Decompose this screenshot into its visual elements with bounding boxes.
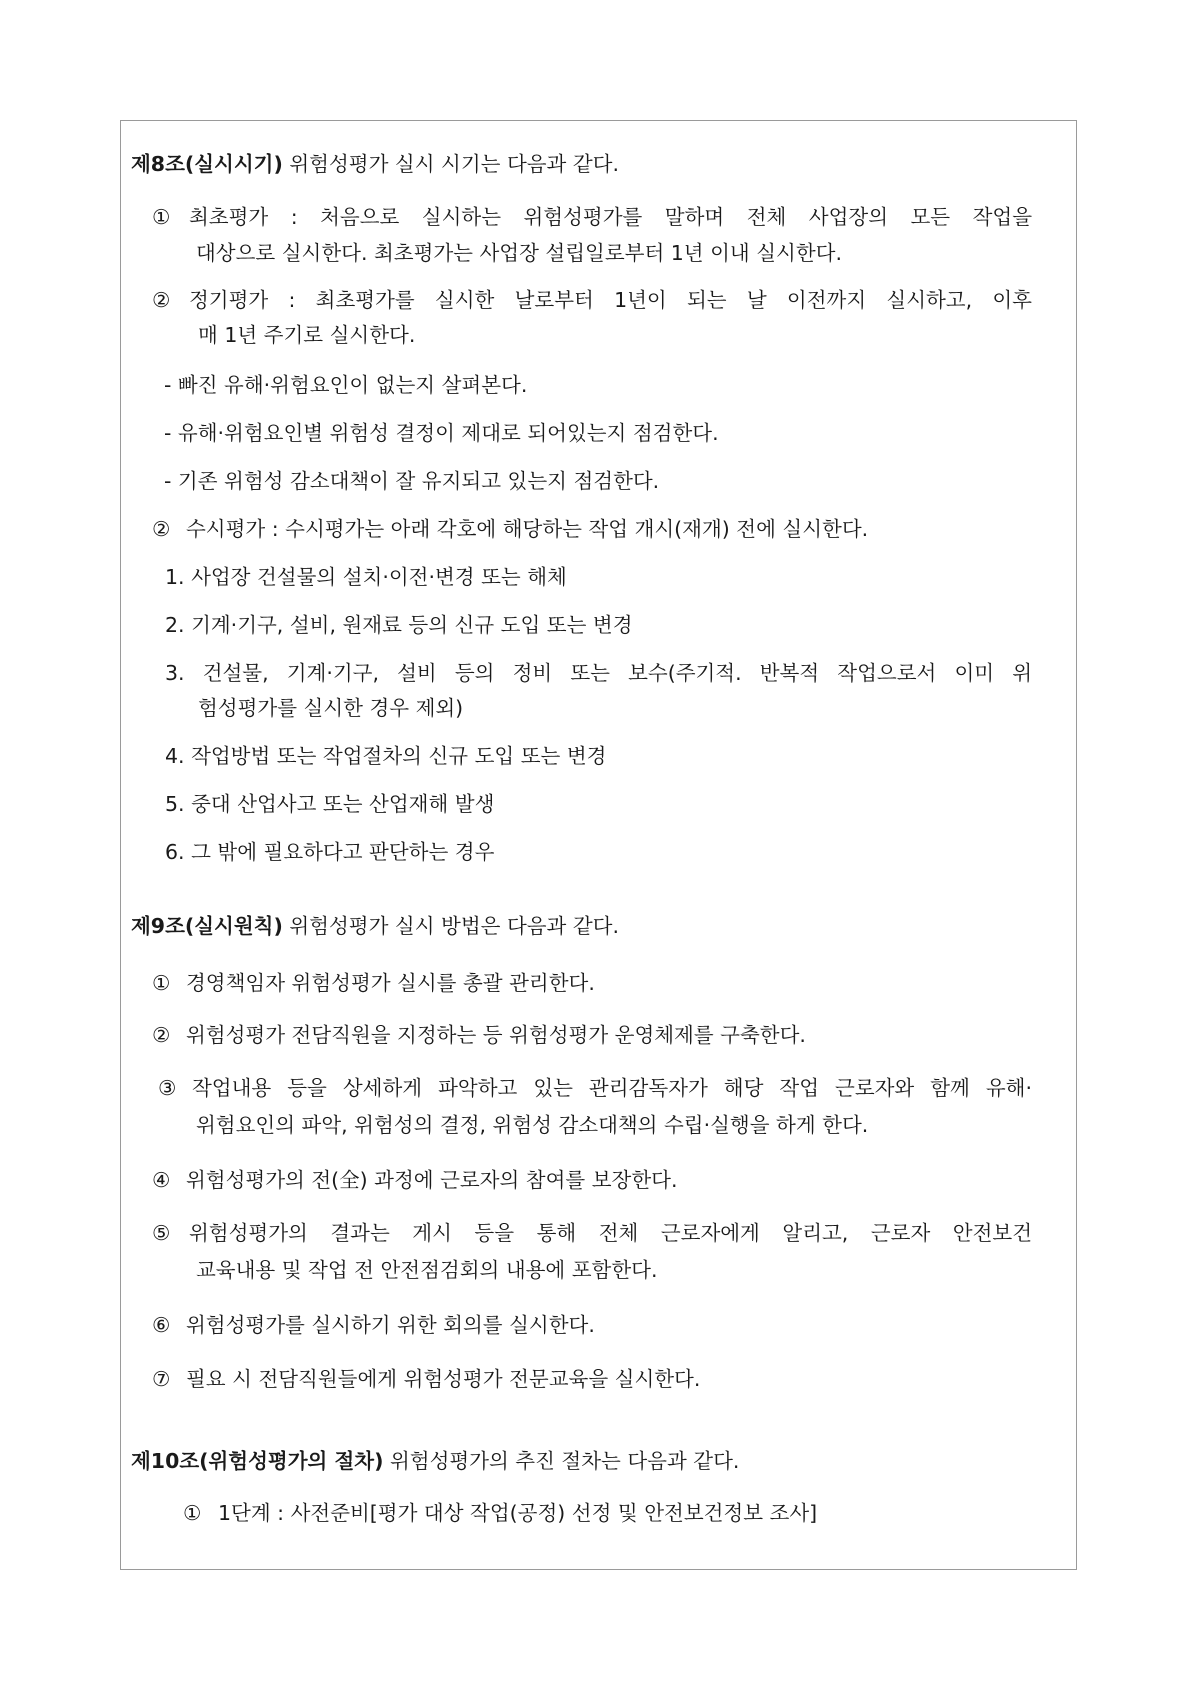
item-text-cont: 대상으로 실시한다. 최초평가는 사업장 설립일로부터 1년 이내 실시한다.	[196, 241, 842, 265]
item-mark: ④	[152, 1168, 171, 1192]
item-mark: ③	[158, 1076, 177, 1100]
item-text: 경영책임자 위험성평가 실시를 총괄 관리한다.	[186, 971, 595, 995]
item-text: 위험성평가를 실시하기 위한 회의를 실시한다.	[186, 1313, 595, 1337]
item-text: 1단계 : 사전준비[평가 대상 작업(공정) 선정 및 안전보건정보 조사]	[218, 1501, 818, 1525]
item-text: 필요 시 전담직원들에게 위험성평가 전문교육을 실시한다.	[186, 1367, 701, 1391]
sub-item: 3. 건설물, 기계·기구, 설비 등의 정비 또는 보수(주기적. 반복적 작업으로서 이미 위	[165, 661, 1032, 685]
article-8-heading	[131, 150, 619, 178]
item-text: 정기평가 : 최초평가를 실시한 날로부터 1년이 되는 날 이전까지 실시하고, 이후	[189, 288, 1032, 312]
dash-item: - 유해·위험요인별 위험성 결정이 제대로 되어있는지 점검한다.	[164, 421, 719, 445]
article-8-title: 제8조(실시시기)	[131, 152, 283, 176]
sub-item: 6. 그 밖에 필요하다고 판단하는 경우	[165, 840, 495, 864]
item-mark: ⑤	[152, 1221, 171, 1245]
article-9-heading	[131, 912, 619, 940]
sub-item: 1. 사업장 건설물의 설치·이전·변경 또는 해체	[165, 565, 567, 589]
item-text: 작업내용 등을 상세하게 파악하고 있는 관리감독자가 해당 작업 근로자와 함께 유해·	[192, 1076, 1032, 1100]
article-9-intro: 위험성평가 실시 방법은 다음과 같다.	[289, 914, 619, 938]
item-mark: ②	[152, 517, 171, 541]
sub-item: 5. 중대 산업사고 또는 산업재해 발생	[165, 792, 495, 816]
item-mark: ②	[152, 1023, 171, 1047]
sub-item: 2. 기계·기구, 설비, 원재료 등의 신규 도입 또는 변경	[165, 613, 633, 637]
item-mark: ①	[183, 1501, 202, 1525]
article-8-intro: 위험성평가 실시 시기는 다음과 같다.	[289, 152, 619, 176]
article-9-title: 제9조(실시원칙)	[131, 914, 283, 938]
item-text-cont: 매 1년 주기로 실시한다.	[198, 323, 416, 347]
sub-item: 4. 작업방법 또는 작업절차의 신규 도입 또는 변경	[165, 744, 607, 768]
article-10-title: 제10조(위험성평가의 절차)	[131, 1449, 384, 1473]
article-10-heading	[131, 1447, 739, 1475]
item-mark: ①	[152, 205, 171, 229]
item-text: 최초평가 : 처음으로 실시하는 위험성평가를 말하며 전체 사업장의 모든 작업을	[189, 205, 1032, 229]
item-text: 수시평가 : 수시평가는 아래 각호에 해당하는 작업 개시(재개) 전에 실시한다.	[186, 517, 869, 541]
item-mark: ①	[152, 971, 171, 995]
item-mark: ⑦	[152, 1367, 171, 1391]
dash-item: - 기존 위험성 감소대책이 잘 유지되고 있는지 점검한다.	[164, 469, 660, 493]
item-text: 위험성평가 전담직원을 지정하는 등 위험성평가 운영체제를 구축한다.	[186, 1023, 806, 1047]
item-mark: ⑥	[152, 1313, 171, 1337]
item-text-cont: 교육내용 및 작업 전 안전점검회의 내용에 포함한다.	[196, 1258, 658, 1282]
item-text-cont: 위험요인의 파악, 위험성의 결정, 위험성 감소대책의 수립·실행을 하게 한다.	[196, 1113, 869, 1137]
article-10-intro: 위험성평가의 추진 절차는 다음과 같다.	[389, 1449, 740, 1473]
item-text: 위험성평가의 전(全) 과정에 근로자의 참여를 보장한다.	[186, 1168, 678, 1192]
sub-item-cont: 험성평가를 실시한 경우 제외)	[198, 696, 464, 720]
item-text: 위험성평가의 결과는 게시 등을 통해 전체 근로자에게 알리고, 근로자 안전보건	[189, 1221, 1032, 1245]
dash-item: - 빠진 유해·위험요인이 없는지 살펴본다.	[164, 373, 528, 397]
item-mark: ②	[152, 288, 171, 312]
